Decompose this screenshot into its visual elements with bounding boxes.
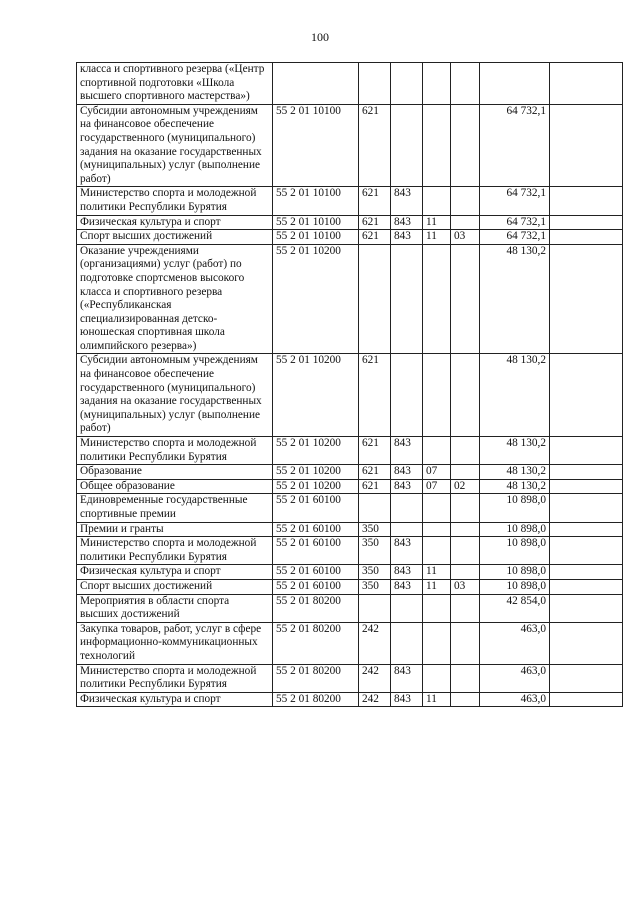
table-row bbox=[77, 479, 623, 494]
amount-cell: 48 130,2 bbox=[480, 479, 550, 494]
ministry-code-cell bbox=[391, 494, 423, 522]
amount-cell: 10 898,0 bbox=[480, 537, 550, 565]
section-cell bbox=[423, 494, 451, 522]
row-name-cell: Спорт высших достижений bbox=[77, 230, 273, 245]
target-article-cell: 55 2 01 10200 bbox=[273, 437, 359, 465]
row-name-cell: Мероприятия в области спорта высших достижений bbox=[77, 594, 273, 622]
table-row bbox=[77, 594, 623, 622]
table-row bbox=[77, 494, 623, 522]
table-row bbox=[77, 63, 623, 105]
ministry-code-cell: 843 bbox=[391, 187, 423, 215]
target-article-cell: 55 2 01 80200 bbox=[273, 622, 359, 664]
amount-cell: 48 130,2 bbox=[480, 437, 550, 465]
target-article-cell: 55 2 01 60100 bbox=[273, 522, 359, 537]
section-cell bbox=[423, 537, 451, 565]
subsection-cell: 02 bbox=[451, 479, 480, 494]
amount-cell: 463,0 bbox=[480, 622, 550, 664]
row-name-cell: Министерство спорта и молодежной политики Республики Бурятия bbox=[77, 537, 273, 565]
amount-cell: 463,0 bbox=[480, 692, 550, 707]
row-name-cell: Физическая культура и спорт bbox=[77, 692, 273, 707]
empty-cell bbox=[550, 104, 623, 187]
section-cell: 11 bbox=[423, 579, 451, 594]
amount-cell: 48 130,2 bbox=[480, 465, 550, 480]
expense-type-cell: 621 bbox=[359, 354, 391, 437]
page-number: 100 bbox=[311, 30, 329, 44]
empty-cell bbox=[550, 437, 623, 465]
table-row bbox=[77, 354, 623, 437]
target-article-cell: 55 2 01 10200 bbox=[273, 244, 359, 354]
row-name-cell: Физическая культура и спорт bbox=[77, 565, 273, 580]
section-cell bbox=[423, 522, 451, 537]
expense-type-cell: 242 bbox=[359, 622, 391, 664]
empty-cell bbox=[550, 215, 623, 230]
table-row bbox=[77, 230, 623, 245]
target-article-cell: 55 2 01 80200 bbox=[273, 664, 359, 692]
row-name-cell: Министерство спорта и молодежной политики Республики Бурятия bbox=[77, 437, 273, 465]
table-row bbox=[77, 522, 623, 537]
row-name-cell: Физическая культура и спорт bbox=[77, 215, 273, 230]
empty-cell bbox=[550, 537, 623, 565]
amount-cell: 48 130,2 bbox=[480, 244, 550, 354]
empty-cell bbox=[550, 230, 623, 245]
ministry-code-cell bbox=[391, 594, 423, 622]
subsection-cell bbox=[451, 622, 480, 664]
target-article-cell: 55 2 01 10100 bbox=[273, 187, 359, 215]
subsection-cell bbox=[451, 537, 480, 565]
row-name-cell: Субсидии автономным учреждениям на финансовое обеспечение государственного (муниципального) задания на оказание государственных (муниципальных) услуг (выполнение работ) bbox=[77, 354, 273, 437]
expense-type-cell: 621 bbox=[359, 437, 391, 465]
row-name-cell: Премии и гранты bbox=[77, 522, 273, 537]
ministry-code-cell: 843 bbox=[391, 579, 423, 594]
expense-type-cell bbox=[359, 594, 391, 622]
subsection-cell bbox=[451, 104, 480, 187]
ministry-code-cell: 843 bbox=[391, 565, 423, 580]
empty-cell bbox=[550, 244, 623, 354]
amount-cell: 42 854,0 bbox=[480, 594, 550, 622]
ministry-code-cell bbox=[391, 244, 423, 354]
table-row bbox=[77, 244, 623, 354]
subsection-cell: 03 bbox=[451, 230, 480, 245]
table-row bbox=[77, 579, 623, 594]
section-cell: 07 bbox=[423, 465, 451, 480]
row-name-cell: Министерство спорта и молодежной политики Республики Бурятия bbox=[77, 187, 273, 215]
subsection-cell bbox=[451, 244, 480, 354]
row-name-cell: Оказание учреждениями (организациями) услуг (работ) по подготовке спортсменов высокого класса и спортивного резерва («Республиканская специализированная детско-юношеская спортивная школа олимпийского резерва») bbox=[77, 244, 273, 354]
amount-cell: 64 732,1 bbox=[480, 187, 550, 215]
amount-cell bbox=[480, 63, 550, 105]
subsection-cell bbox=[451, 354, 480, 437]
amount-cell: 64 732,1 bbox=[480, 104, 550, 187]
section-cell bbox=[423, 63, 451, 105]
subsection-cell bbox=[451, 187, 480, 215]
section-cell: 11 bbox=[423, 230, 451, 245]
empty-cell bbox=[550, 692, 623, 707]
table-row bbox=[77, 692, 623, 707]
amount-cell: 10 898,0 bbox=[480, 565, 550, 580]
section-cell: 11 bbox=[423, 692, 451, 707]
expense-type-cell: 621 bbox=[359, 479, 391, 494]
target-article-cell: 55 2 01 10200 bbox=[273, 354, 359, 437]
expense-type-cell: 621 bbox=[359, 465, 391, 480]
empty-cell bbox=[550, 565, 623, 580]
ministry-code-cell: 843 bbox=[391, 664, 423, 692]
row-name-cell: Образование bbox=[77, 465, 273, 480]
section-cell bbox=[423, 664, 451, 692]
subsection-cell bbox=[451, 594, 480, 622]
empty-cell bbox=[550, 354, 623, 437]
expense-type-cell: 350 bbox=[359, 565, 391, 580]
empty-cell bbox=[550, 522, 623, 537]
table-row bbox=[77, 465, 623, 480]
ministry-code-cell: 843 bbox=[391, 465, 423, 480]
section-cell: 11 bbox=[423, 215, 451, 230]
ministry-code-cell bbox=[391, 354, 423, 437]
subsection-cell bbox=[451, 565, 480, 580]
row-name-cell: Спорт высших достижений bbox=[77, 579, 273, 594]
target-article-cell: 55 2 01 10100 bbox=[273, 104, 359, 187]
subsection-cell bbox=[451, 215, 480, 230]
expense-type-cell: 621 bbox=[359, 104, 391, 187]
ministry-code-cell bbox=[391, 522, 423, 537]
expense-type-cell bbox=[359, 63, 391, 105]
section-cell: 11 bbox=[423, 565, 451, 580]
empty-cell bbox=[550, 579, 623, 594]
section-cell bbox=[423, 244, 451, 354]
row-name-cell: Субсидии автономным учреждениям на финансовое обеспечение государственного (муниципального) задания на оказание государственных (муниципальных) услуг (выполнение работ) bbox=[77, 104, 273, 187]
target-article-cell: 55 2 01 10100 bbox=[273, 215, 359, 230]
ministry-code-cell: 843 bbox=[391, 230, 423, 245]
subsection-cell bbox=[451, 664, 480, 692]
expense-type-cell: 242 bbox=[359, 664, 391, 692]
subsection-cell: 03 bbox=[451, 579, 480, 594]
section-cell bbox=[423, 354, 451, 437]
empty-cell bbox=[550, 465, 623, 480]
section-cell bbox=[423, 622, 451, 664]
target-article-cell: 55 2 01 60100 bbox=[273, 537, 359, 565]
table-row bbox=[77, 537, 623, 565]
empty-cell bbox=[550, 622, 623, 664]
table-row bbox=[77, 622, 623, 664]
target-article-cell: 55 2 01 60100 bbox=[273, 579, 359, 594]
budget-table bbox=[76, 62, 623, 707]
subsection-cell bbox=[451, 437, 480, 465]
section-cell bbox=[423, 594, 451, 622]
row-name-cell: класса и спортивного резерва («Центр спортивной подготовки «Школа высшего спортивного мастерства») bbox=[77, 63, 273, 105]
expense-type-cell: 621 bbox=[359, 187, 391, 215]
empty-cell bbox=[550, 63, 623, 105]
amount-cell: 64 732,1 bbox=[480, 230, 550, 245]
expense-type-cell bbox=[359, 494, 391, 522]
section-cell bbox=[423, 187, 451, 215]
table-row bbox=[77, 215, 623, 230]
expense-type-cell: 350 bbox=[359, 522, 391, 537]
table-row bbox=[77, 104, 623, 187]
table-row bbox=[77, 565, 623, 580]
section-cell bbox=[423, 104, 451, 187]
empty-cell bbox=[550, 479, 623, 494]
budget-table-body bbox=[77, 63, 623, 707]
expense-type-cell bbox=[359, 244, 391, 354]
expense-type-cell: 350 bbox=[359, 579, 391, 594]
target-article-cell: 55 2 01 60100 bbox=[273, 565, 359, 580]
row-name-cell: Общее образование bbox=[77, 479, 273, 494]
empty-cell bbox=[550, 187, 623, 215]
row-name-cell: Министерство спорта и молодежной политики Республики Бурятия bbox=[77, 664, 273, 692]
table-row bbox=[77, 664, 623, 692]
ministry-code-cell bbox=[391, 622, 423, 664]
expense-type-cell: 621 bbox=[359, 230, 391, 245]
ministry-code-cell: 843 bbox=[391, 215, 423, 230]
ministry-code-cell bbox=[391, 63, 423, 105]
expense-type-cell: 242 bbox=[359, 692, 391, 707]
amount-cell: 463,0 bbox=[480, 664, 550, 692]
amount-cell: 10 898,0 bbox=[480, 579, 550, 594]
amount-cell: 48 130,2 bbox=[480, 354, 550, 437]
table-row bbox=[77, 437, 623, 465]
subsection-cell bbox=[451, 63, 480, 105]
target-article-cell: 55 2 01 10100 bbox=[273, 230, 359, 245]
target-article-cell: 55 2 01 60100 bbox=[273, 494, 359, 522]
empty-cell bbox=[550, 494, 623, 522]
target-article-cell: 55 2 01 80200 bbox=[273, 594, 359, 622]
ministry-code-cell: 843 bbox=[391, 692, 423, 707]
empty-cell bbox=[550, 594, 623, 622]
target-article-cell bbox=[273, 63, 359, 105]
amount-cell: 64 732,1 bbox=[480, 215, 550, 230]
ministry-code-cell bbox=[391, 104, 423, 187]
section-cell: 07 bbox=[423, 479, 451, 494]
target-article-cell: 55 2 01 10200 bbox=[273, 465, 359, 480]
row-name-cell: Закупка товаров, работ, услуг в сфере информационно-коммуникационных технологий bbox=[77, 622, 273, 664]
subsection-cell bbox=[451, 465, 480, 480]
amount-cell: 10 898,0 bbox=[480, 522, 550, 537]
ministry-code-cell: 843 bbox=[391, 537, 423, 565]
empty-cell bbox=[550, 664, 623, 692]
expense-type-cell: 350 bbox=[359, 537, 391, 565]
table-row bbox=[77, 187, 623, 215]
expense-type-cell: 621 bbox=[359, 215, 391, 230]
ministry-code-cell: 843 bbox=[391, 437, 423, 465]
section-cell bbox=[423, 437, 451, 465]
subsection-cell bbox=[451, 494, 480, 522]
target-article-cell: 55 2 01 10200 bbox=[273, 479, 359, 494]
row-name-cell: Единовременные государственные спортивные премии bbox=[77, 494, 273, 522]
ministry-code-cell: 843 bbox=[391, 479, 423, 494]
subsection-cell bbox=[451, 692, 480, 707]
subsection-cell bbox=[451, 522, 480, 537]
amount-cell: 10 898,0 bbox=[480, 494, 550, 522]
target-article-cell: 55 2 01 80200 bbox=[273, 692, 359, 707]
